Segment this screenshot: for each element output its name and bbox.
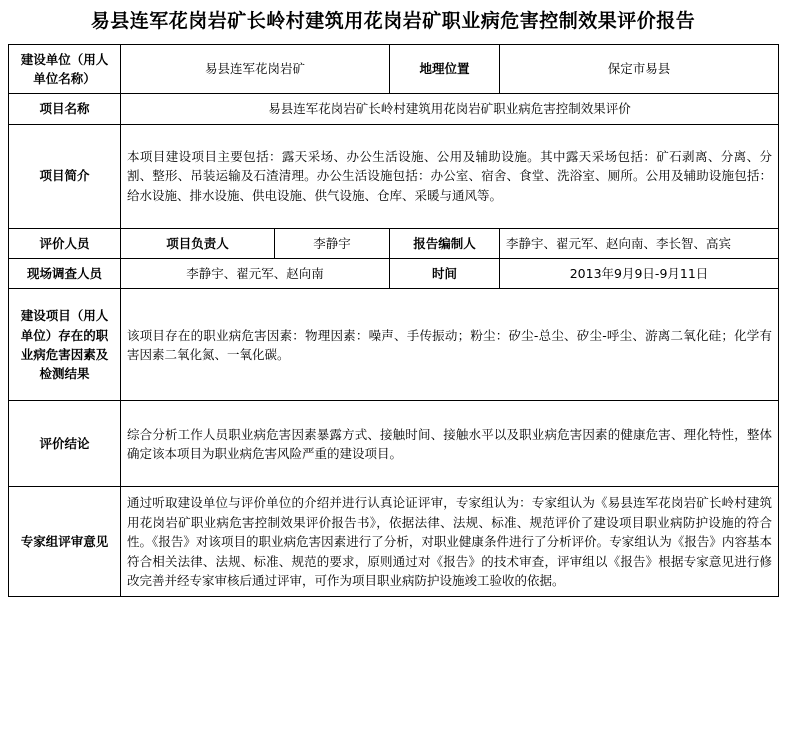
project-name-label: 项目名称 — [9, 94, 121, 124]
evaluation-report-table — [8, 44, 779, 598]
table-row — [9, 259, 779, 289]
table-row — [9, 44, 779, 94]
table-row — [9, 289, 779, 401]
conclusion-label: 评价结论 — [9, 401, 121, 487]
table-row — [9, 124, 779, 228]
expert-opinion-label: 专家组评审意见 — [9, 487, 121, 597]
hazard-factors-value: 该项目存在的职业病危害因素：物理因素：噪声、手传振动；粉尘：矽尘-总尘、矽尘-呼尘、游离二氧化硅；化学有害因素二氧化氮、一氧化碳。 — [121, 289, 779, 401]
conclusion-value: 综合分析工作人员职业病危害因素暴露方式、接触时间、接触水平以及职业病危害因素的健康危害、理化特性，整体确定该本项目为职业病危害风险严重的建设项目。 — [121, 401, 779, 487]
survey-staff-label: 现场调查人员 — [9, 259, 121, 289]
location-label: 地理位置 — [390, 44, 500, 94]
staff-label: 评价人员 — [9, 228, 121, 258]
location-value: 保定市易县 — [500, 44, 779, 94]
project-leader-value: 李静宇 — [275, 228, 390, 258]
construction-unit-value: 易县连军花岗岩矿 — [121, 44, 390, 94]
project-name-value: 易县连军花岗岩矿长岭村建筑用花岗岩矿职业病危害控制效果评价 — [121, 94, 779, 124]
hazard-factors-label: 建设项目（用人单位）存在的职业病危害因素及检测结果 — [9, 289, 121, 401]
construction-unit-label: 建设单位（用人单位名称） — [9, 44, 121, 94]
page-title: 易县连军花岗岩矿长岭村建筑用花岗岩矿职业病危害控制效果评价报告 — [90, 10, 696, 32]
project-intro-value: 本项目建设项目主要包括：露天采场、办公生活设施、公用及辅助设施。其中露天采场包括：矿石剥离、分离、分割、整形、吊装运输及石渣清理。办公生活设施包括：办公室、宿舍、食堂、洗浴室、厕所。公用及辅助设施包括：给水设施、排水设施、供电设施、供气设施、仓库、采暖与通风等。 — [121, 124, 779, 228]
time-label: 时间 — [390, 259, 500, 289]
table-row — [9, 94, 779, 124]
table-row — [9, 487, 779, 597]
report-writer-label: 报告编制人 — [390, 228, 500, 258]
report-writer-value: 李静宇、翟元军、赵向南、李长智、高宾 — [500, 228, 779, 258]
project-leader-label: 项目负责人 — [121, 228, 275, 258]
project-intro-label: 项目简介 — [9, 124, 121, 228]
table-row — [9, 228, 779, 258]
table-row — [9, 401, 779, 487]
expert-opinion-value: 通过听取建设单位与评价单位的介绍并进行认真论证评审，专家组认为：专家组认为《易县连军花岗岩矿长岭村建筑用花岗岩矿职业病危害控制效果评价报告书》，依据法律、法规、标准、规范评价了建设项目职业病防护设施的符合性。《报告》对该项目的职业病危害因素进行了分析，对职业健康条件进行了分析评价。专家组认为《报告》内容基本符合相关法律、法规、标准、规范的要求，原则通过对《报告》的技术审查，评审组以《报告》根据专家意见进行修改完善并经专家审核后通过评审，可作为项目职业病防护设施竣工验收的依据。 — [121, 487, 779, 597]
survey-staff-value: 李静宇、翟元军、赵向南 — [121, 259, 390, 289]
time-value: 2013年9月9日-9月11日 — [500, 259, 779, 289]
